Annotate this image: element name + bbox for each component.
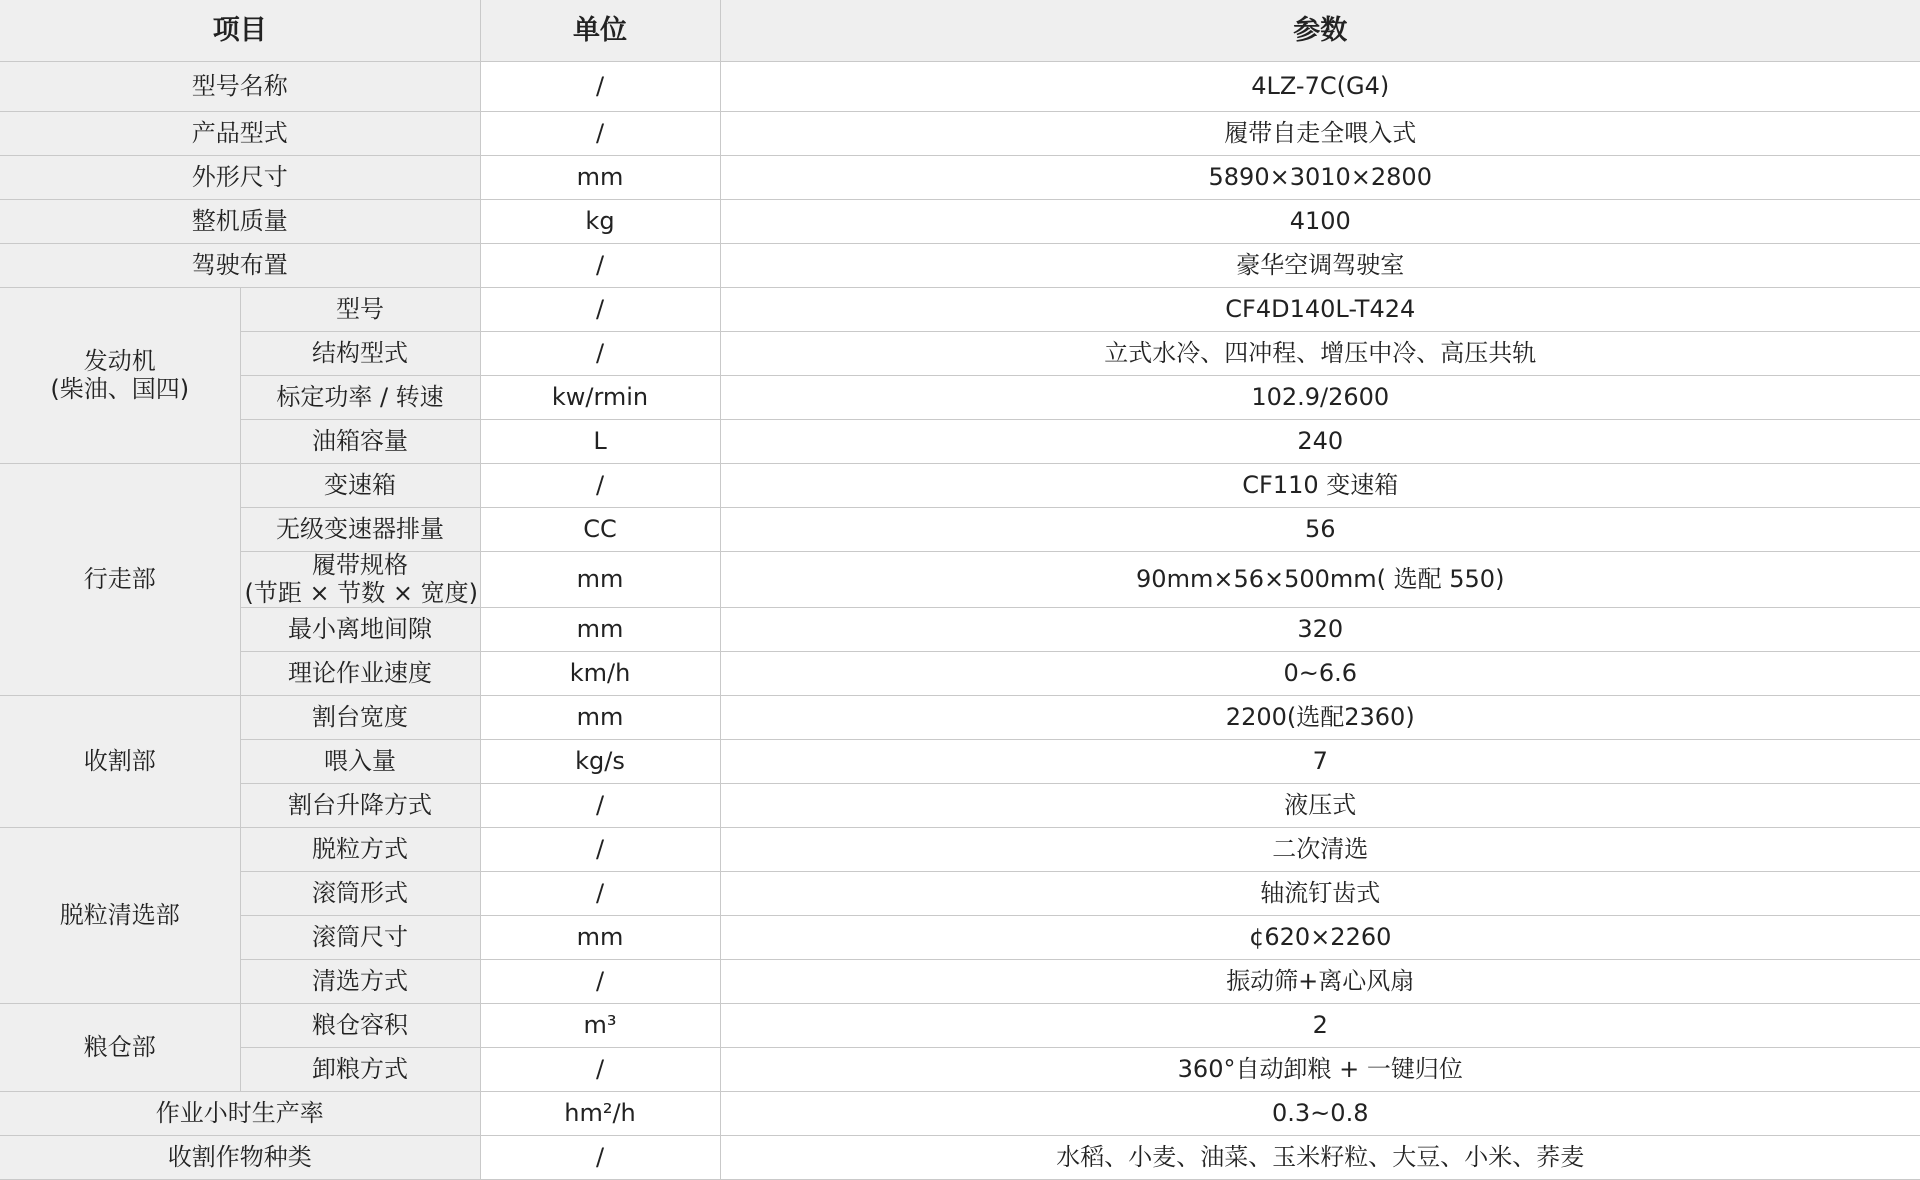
header-unit: 单位 <box>480 0 720 62</box>
row-label: 最小离地间隙 <box>240 608 480 652</box>
row-value: 振动筛+离心风扇 <box>720 960 1920 1004</box>
row-value: 102.9/2600 <box>720 376 1920 420</box>
table-row-model-name <box>0 62 1920 112</box>
table-row-mass <box>0 200 1920 244</box>
row-unit: hm²/h <box>480 1092 720 1136</box>
row-unit: kg/s <box>480 740 720 784</box>
table-row <box>0 1004 1920 1048</box>
table-row <box>0 872 1920 916</box>
row-unit: / <box>480 244 720 288</box>
row-label: 变速箱 <box>240 464 480 508</box>
row-value: 7 <box>720 740 1920 784</box>
row-unit: / <box>480 1048 720 1092</box>
row-label: 型号 <box>240 288 480 332</box>
row-unit: mm <box>480 156 720 200</box>
row-unit: CC <box>480 508 720 552</box>
row-label: 驾驶布置 <box>0 244 480 288</box>
row-label: 割台升降方式 <box>240 784 480 828</box>
row-unit: / <box>480 112 720 156</box>
row-value: 240 <box>720 420 1920 464</box>
row-label: 割台宽度 <box>240 696 480 740</box>
row-unit: mm <box>480 552 720 608</box>
row-value: 5890×3010×2800 <box>720 156 1920 200</box>
table-row <box>0 508 1920 552</box>
row-value: CF4D140L-T424 <box>720 288 1920 332</box>
table-row <box>0 464 1920 508</box>
row-label: 滚筒尺寸 <box>240 916 480 960</box>
row-label: 履带规格 <box>312 551 408 579</box>
group-cutting: 收割部 <box>0 696 240 828</box>
row-unit: / <box>480 288 720 332</box>
row-value: 履带自走全喂入式 <box>720 112 1920 156</box>
row-unit: / <box>480 872 720 916</box>
row-label: 产品型式 <box>0 112 480 156</box>
row-unit: / <box>480 332 720 376</box>
row-value: 56 <box>720 508 1920 552</box>
row-value: 立式水冷、四冲程、增压中冷、高压共轨 <box>720 332 1920 376</box>
table-row <box>0 376 1920 420</box>
row-label: 作业小时生产率 <box>0 1092 480 1136</box>
row-unit: L <box>480 420 720 464</box>
table-row <box>0 288 1920 332</box>
table-row-product-type <box>0 112 1920 156</box>
row-label: 滚筒形式 <box>240 872 480 916</box>
group-sublabel: (柴油、国四) <box>50 374 190 403</box>
row-unit: / <box>480 960 720 1004</box>
table-row <box>0 740 1920 784</box>
row-label: 型号名称 <box>0 62 480 112</box>
row-label: 外形尺寸 <box>0 156 480 200</box>
row-label: 收割作物种类 <box>0 1136 480 1180</box>
row-value: 360°自动卸粮 + 一键归位 <box>720 1048 1920 1092</box>
table-row <box>0 960 1920 1004</box>
header-param: 参数 <box>720 0 1920 62</box>
row-unit: / <box>480 1136 720 1180</box>
table-row <box>0 608 1920 652</box>
row-value: 2200(选配2360) <box>720 696 1920 740</box>
row-label: 卸粮方式 <box>240 1048 480 1092</box>
table-row-dimensions <box>0 156 1920 200</box>
table-row <box>0 420 1920 464</box>
row-label-detail: (节距 × 节数 × 宽度) <box>244 578 478 607</box>
group-threshing: 脱粒清选部 <box>0 828 240 1004</box>
row-label: 喂入量 <box>240 740 480 784</box>
row-label: 清选方式 <box>240 960 480 1004</box>
row-value: 4LZ-7C(G4) <box>720 62 1920 112</box>
table-row <box>0 652 1920 696</box>
table-row-crops <box>0 1136 1920 1180</box>
row-value: CF110 变速箱 <box>720 464 1920 508</box>
header-item: 项目 <box>0 0 480 62</box>
row-label: 整机质量 <box>0 200 480 244</box>
row-value: 2 <box>720 1004 1920 1048</box>
table-row <box>0 1048 1920 1092</box>
row-value: 二次清选 <box>720 828 1920 872</box>
group-grain-tank: 粮仓部 <box>0 1004 240 1092</box>
row-label-track-spec <box>240 552 480 608</box>
row-label: 油箱容量 <box>240 420 480 464</box>
row-value: 水稻、小麦、油菜、玉米籽粒、大豆、小米、荞麦 <box>720 1136 1920 1180</box>
row-unit: m³ <box>480 1004 720 1048</box>
row-unit: kg <box>480 200 720 244</box>
row-unit: kw/rmin <box>480 376 720 420</box>
row-value: 4100 <box>720 200 1920 244</box>
row-label: 标定功率 / 转速 <box>240 376 480 420</box>
table-row <box>0 784 1920 828</box>
row-value: 豪华空调驾驶室 <box>720 244 1920 288</box>
row-value: 0~6.6 <box>720 652 1920 696</box>
row-value: ¢620×2260 <box>720 916 1920 960</box>
row-label: 粮仓容积 <box>240 1004 480 1048</box>
group-label: 发动机 <box>83 346 156 375</box>
group-travel: 行走部 <box>0 464 240 696</box>
table-row <box>0 332 1920 376</box>
row-unit: mm <box>480 608 720 652</box>
row-value: 90mm×56×500mm( 选配 550) <box>720 552 1920 608</box>
row-unit: mm <box>480 696 720 740</box>
row-label: 理论作业速度 <box>240 652 480 696</box>
row-value: 0.3~0.8 <box>720 1092 1920 1136</box>
row-label: 脱粒方式 <box>240 828 480 872</box>
table-row-cab <box>0 244 1920 288</box>
row-unit: / <box>480 828 720 872</box>
table-row <box>0 552 1920 608</box>
table-row <box>0 828 1920 872</box>
row-unit: / <box>480 62 720 112</box>
row-unit: km/h <box>480 652 720 696</box>
table-row-productivity <box>0 1092 1920 1136</box>
table-row <box>0 696 1920 740</box>
row-unit: mm <box>480 916 720 960</box>
row-value: 液压式 <box>720 784 1920 828</box>
row-label: 结构型式 <box>240 332 480 376</box>
row-value: 320 <box>720 608 1920 652</box>
row-unit: / <box>480 464 720 508</box>
row-unit: / <box>480 784 720 828</box>
row-value: 轴流钉齿式 <box>720 872 1920 916</box>
table-header-row <box>0 0 1920 62</box>
row-label: 无级变速器排量 <box>240 508 480 552</box>
table-row <box>0 916 1920 960</box>
group-engine <box>0 288 240 464</box>
